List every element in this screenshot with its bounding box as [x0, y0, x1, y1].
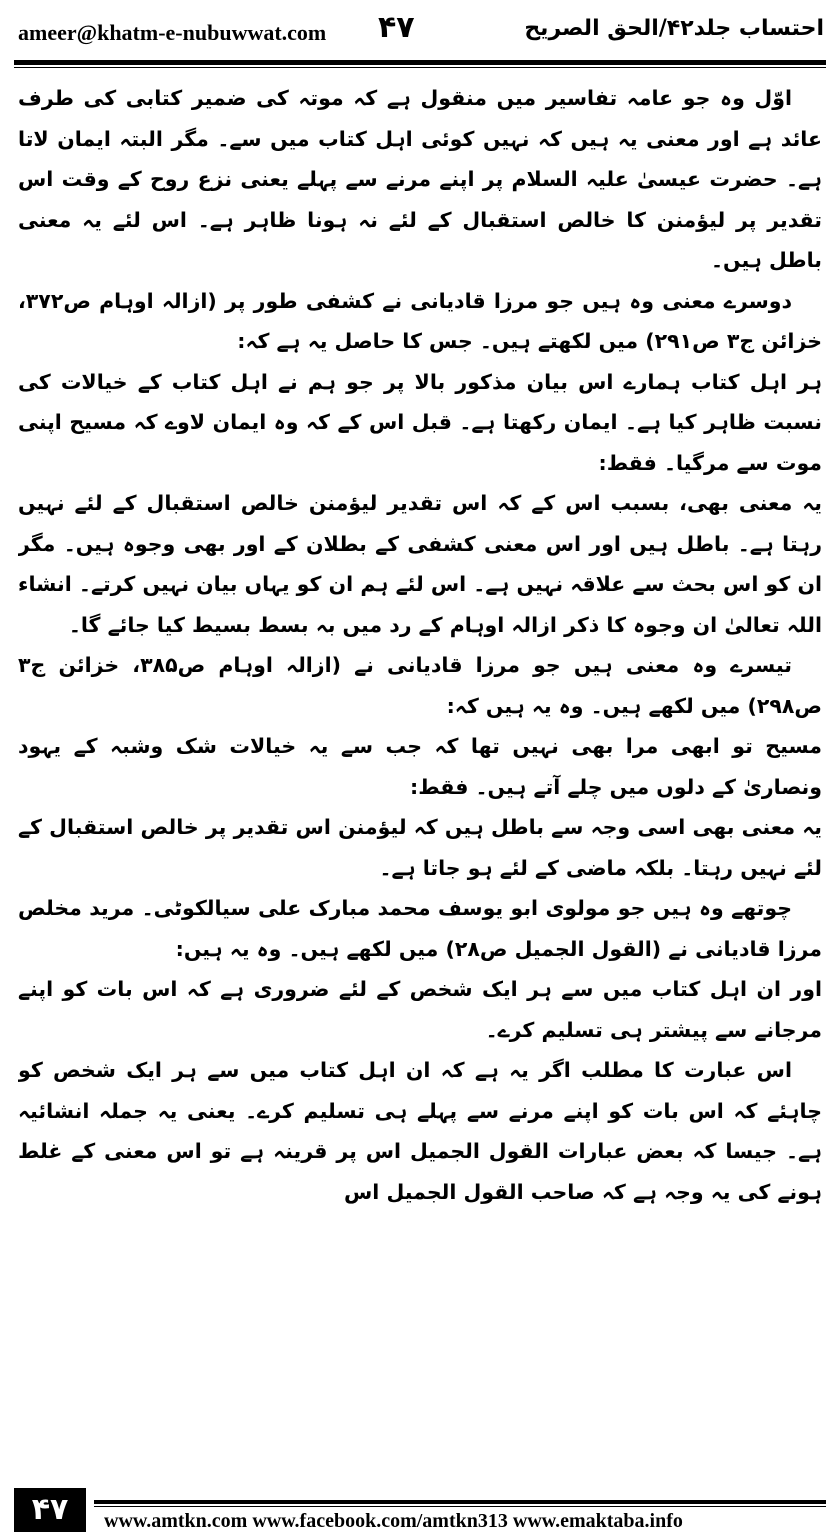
page-footer	[14, 1492, 826, 1532]
paragraph-9: اور ان اہل کتاب میں سے ہر ایک شخص کے لئے ضروری ہے کہ اس بات کو اپنے مرجانے سے پیشتر ہی تسلیم کرے۔	[18, 977, 822, 1042]
footer-divider-thin	[94, 1506, 826, 1507]
paragraph-1: اوّل وہ جو عامہ تفاسیر میں منقول ہے کہ موتہ کی ضمیر کتابی کی طرف عائد ہے اور معنی یہ ہیں کہ نہیں کوئی اہل کتاب میں سے۔ مگر البتہ ایمان لاتا ہے۔ حضرت عیسیٰ علیہ السلام پر اپنے مرنے سے پہلے یعنی نزع روح کے وقت اس تقدیر پر لیؤمنن کا خالص استقبال کے لئے نہ ہونا ظاہر ہے۔ اس لئے یہ معنی باطل ہیں۔	[18, 86, 822, 272]
header-divider-thin	[14, 67, 826, 68]
header-book-title: احتساب جلد۴۲/الحق الصریح	[524, 16, 824, 41]
paragraph-8: چوتھے وہ ہیں جو مولوی ابو یوسف محمد مبارک علی سیالکوٹی۔ مرید مخلص مرزا قادیانی نے (القول الجمیل ص۲۸) میں لکھے ہیں۔ وہ یہ ہیں:	[18, 896, 822, 961]
paragraph-5: تیسرے وہ معنی ہیں جو مرزا قادیانی نے (ازالہ اوہام ص۳۸۵، خزائن ج۳ ص۲۹۸) میں لکھے ہیں۔ وہ یہ ہیں کہ:	[18, 653, 822, 718]
header-page-number: ۴۷	[378, 10, 415, 45]
paragraph-3: ہر اہل کتاب ہمارے اس بیان مذکور بالا پر جو ہم نے اہل کتاب کے خیالات کی نسبت ظاہر کیا ہے۔ ایمان رکھتا ہے۔ قبل اس کے کہ وہ ایمان لاوے کہ مسیح اپنی موت سے مرگیا۔ فقط:	[18, 369, 822, 475]
paragraph-2: دوسرے معنی وہ ہیں جو مرزا قادیانی نے کشفی طور پر (ازالہ اوہام ص۳۷۲، خزائن ج۳ ص۲۹۱) میں لکھتے ہیں۔ جس کا حاصل یہ ہے کہ:	[18, 288, 822, 353]
paragraph-7: یہ معنی بھی اسی وجہ سے باطل ہیں کہ لیؤمنن اس تقدیر پر خالص استقبال کے لئے نہیں رہتا۔ بلکہ ماضی کے لئے ہو جاتا ہے۔	[18, 815, 822, 880]
paragraph-4: یہ معنی بھی، بسبب اس کے کہ اس تقدیر لیؤمنن خالص استقبال کے لئے نہیں رہتا ہے۔ باطل ہیں اور اس معنی کشفی کے بطلان کے اور بھی وجوہ ہیں۔ مگر ان کو اس بحث سے علاقہ نہیں ہے۔ اس لئے ہم ان کو یہاں بیان نہیں کرتے۔ انشاء اللہ تعالیٰ ان وجوہ کا ذکر ازالہ اوہام کے رد میں بہ بسط بسیط کیا جائے گا۔	[18, 491, 822, 637]
page-body	[18, 78, 822, 1478]
header-divider	[14, 60, 826, 65]
paragraph-6: مسیح تو ابھی مرا بھی نہیں تھا کہ جب سے یہ خیالات شک وشبہ کے یہود ونصاریٰ کے دلوں میں چلے آتے ہیں۔ فقط:	[18, 734, 822, 799]
footer-links: www.amtkn.com www.facebook.com/amtkn313 www.emaktaba.info	[104, 1510, 683, 1532]
footer-divider	[94, 1500, 826, 1504]
paragraph-10: اس عبارت کا مطلب اگر یہ ہے کہ ان اہل کتاب میں سے ہر ایک شخص کو چاہئے کہ اس بات کو اپنے مرنے سے پہلے ہی تسلیم کرے۔ یعنی یہ جملہ انشائیہ ہے۔ جیسا کہ بعض عبارات القول الجمیل اس پر قرینہ ہے تو اس معنی کے غلط ہونے کی یہ وجہ ہے کہ صاحب القول الجمیل اس	[18, 1058, 822, 1204]
page-header	[0, 0, 840, 70]
footer-page-number: ۴۷	[14, 1488, 86, 1532]
header-email: ameer@khatm-e-nubuwwat.com	[18, 20, 327, 45]
